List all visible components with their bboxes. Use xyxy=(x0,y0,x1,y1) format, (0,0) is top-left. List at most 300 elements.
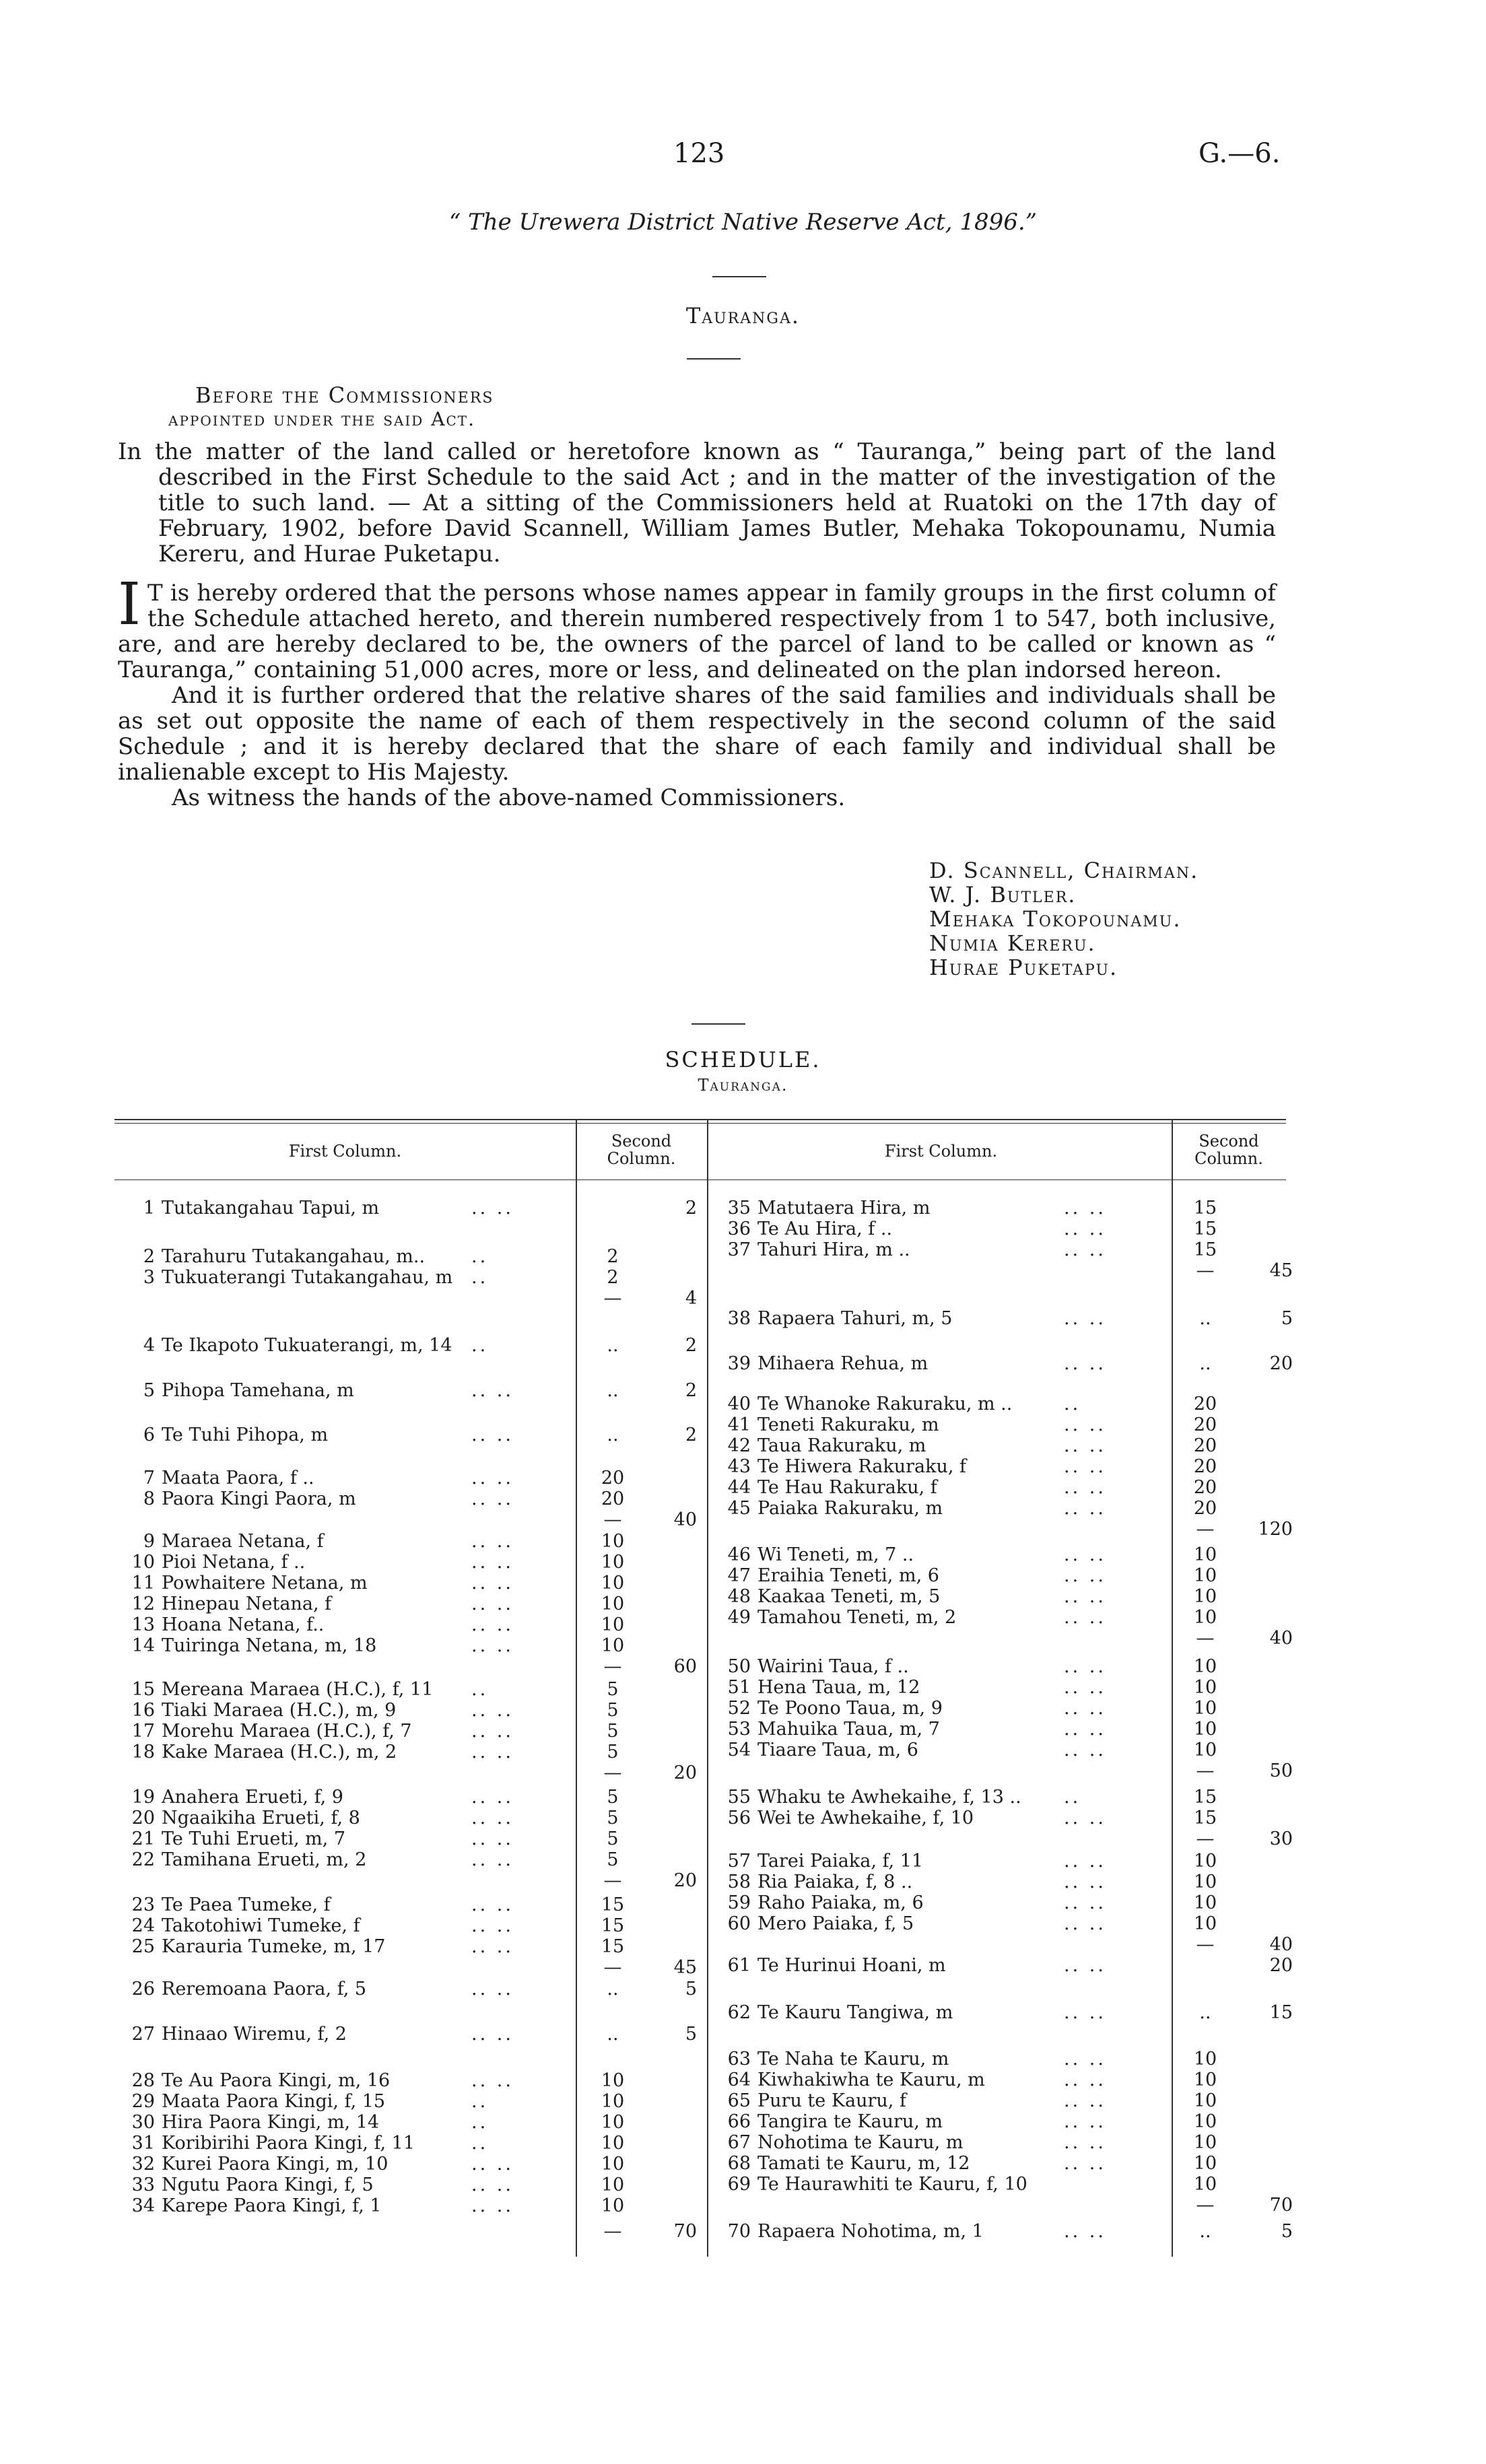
before-line-1: Before the Commissioners xyxy=(195,382,494,408)
header-second-column: Second Column. xyxy=(607,1132,676,1168)
share-value: 5 xyxy=(607,1808,619,1828)
share-value: 10 xyxy=(1193,1913,1217,1934)
family-total: 20 xyxy=(1269,1353,1293,1374)
share-value: — xyxy=(603,1656,622,1677)
subtotal-row xyxy=(0,1629,1486,1649)
leader-dots: .. .. xyxy=(471,1488,514,1509)
share-value: 10 xyxy=(1193,1892,1217,1913)
share-value: 20 xyxy=(1193,1498,1217,1519)
owner-name: Ngutu Paora Kingi, f, 5 xyxy=(162,2175,374,2195)
leader-dots: .. .. xyxy=(471,1979,514,1999)
share-value: 15 xyxy=(1193,1787,1217,1808)
table-row xyxy=(0,1893,1486,1913)
share-value: 10 xyxy=(1193,1872,1217,1892)
table-header-rule xyxy=(114,1179,1286,1180)
share-value: 10 xyxy=(601,2133,625,2154)
row-number: 8 xyxy=(143,1488,155,1509)
family-total: 5 xyxy=(685,1979,697,1999)
family-total: 45 xyxy=(673,1957,697,1978)
share-value: — xyxy=(1196,1628,1215,1649)
row-number: 58 xyxy=(727,1872,751,1892)
row-number: 50 xyxy=(727,1656,751,1677)
table-row xyxy=(0,1457,1486,1477)
row-number: 5 xyxy=(143,1380,155,1401)
row-number: 37 xyxy=(727,1239,751,1260)
signatory: W. J. Butler. xyxy=(929,882,1077,908)
leader-dots: .. xyxy=(471,2112,489,2133)
row-number: 14 xyxy=(131,1635,155,1656)
row-number: 67 xyxy=(727,2132,751,2153)
owner-name: Te Au Hira, f .. xyxy=(757,1219,893,1239)
leader-dots: .. .. xyxy=(471,1849,514,1870)
owner-name: Te Hurinui Hoani, m xyxy=(757,1955,946,1976)
row-number: 42 xyxy=(727,1435,751,1456)
share-value: .. xyxy=(607,1425,619,1445)
share-value: 15 xyxy=(1193,1239,1217,1260)
leader-dots: .. .. xyxy=(1064,1656,1106,1677)
owner-name: Hinepau Netana, f xyxy=(162,1594,332,1614)
share-value: 10 xyxy=(1193,1719,1217,1740)
table-row xyxy=(0,1787,1486,1808)
share-value: 10 xyxy=(1193,1677,1217,1698)
family-total: 30 xyxy=(1269,1828,1293,1849)
leader-dots: .. .. xyxy=(1064,1740,1106,1760)
owner-name: Pioi Netana, f .. xyxy=(162,1552,306,1573)
leader-dots: .. .. xyxy=(471,2070,514,2091)
share-value: 2 xyxy=(607,1267,619,1288)
row-number: 22 xyxy=(131,1849,155,1870)
leader-dots: .. xyxy=(1064,1787,1081,1808)
share-value: 5 xyxy=(607,1849,619,1870)
owner-name: Ngaaikiha Erueti, f, 8 xyxy=(162,1808,360,1828)
share-value: 10 xyxy=(601,1594,625,1614)
row-number: 40 xyxy=(727,1394,751,1414)
row-number: 15 xyxy=(131,1679,155,1700)
owner-name: Karepe Paora Kingi, f, 1 xyxy=(162,2195,382,2216)
leader-dots: .. .. xyxy=(1064,1414,1106,1435)
subtotal-row xyxy=(0,1829,1486,1849)
share-value: 10 xyxy=(601,2175,625,2195)
table-row xyxy=(0,1545,1486,1565)
share-value: 20 xyxy=(1193,1477,1217,1498)
share-value: 5 xyxy=(607,1742,619,1763)
leader-dots: .. xyxy=(471,1335,489,1356)
row-number: 53 xyxy=(727,1719,751,1740)
row-number: 56 xyxy=(727,1808,751,1828)
owner-name: Koribirihi Paora Kingi, f, 11 xyxy=(162,2133,415,2154)
share-value: 15 xyxy=(1193,1808,1217,1828)
schedule-title: SCHEDULE. xyxy=(665,1047,821,1072)
owner-name: Tarahuru Tutakangahau, m.. xyxy=(162,1246,426,1267)
owner-name: Te Poono Taua, m, 9 xyxy=(757,1698,943,1719)
row-number: 3 xyxy=(143,1267,155,1288)
row-number: 48 xyxy=(727,1586,751,1607)
leader-dots: .. .. xyxy=(1064,2049,1106,2069)
leader-dots: .. .. xyxy=(471,1828,514,1849)
owner-name: Tamati te Kauru, m, 12 xyxy=(757,2153,970,2174)
owner-name: Tiaki Maraea (H.C.), m, 9 xyxy=(162,1700,397,1721)
row-number: 47 xyxy=(727,1565,751,1586)
share-value: 10 xyxy=(1193,1656,1217,1677)
table-row xyxy=(0,2154,1486,2174)
document-reference: G.—6. xyxy=(1198,138,1281,169)
owner-name: Ria Paiaka, f, 8 .. xyxy=(757,1872,913,1892)
share-value: 10 xyxy=(1193,1851,1217,1872)
leader-dots: .. .. xyxy=(1064,1607,1106,1628)
leader-dots: .. .. xyxy=(1064,1477,1106,1498)
share-value: 20 xyxy=(601,1488,625,1509)
leader-dots: .. .. xyxy=(1064,2069,1106,2090)
owner-name: Te Au Paora Kingi, m, 16 xyxy=(162,2070,391,2091)
table-row xyxy=(0,2091,1486,2111)
owner-name: Takotohiwi Tumeke, f xyxy=(162,1915,360,1936)
row-number: 52 xyxy=(727,1698,751,1719)
share-value: 5 xyxy=(607,1700,619,1721)
owner-name: Kaakaa Teneti, m, 5 xyxy=(757,1586,941,1607)
leader-dots: .. xyxy=(471,2091,489,2112)
family-total: 2 xyxy=(685,1380,697,1401)
table-row xyxy=(0,1872,1486,1892)
leader-dots: .. .. xyxy=(1064,2111,1106,2132)
signatory: Hurae Puketapu. xyxy=(929,955,1118,980)
leader-dots: .. .. xyxy=(471,1531,514,1552)
row-number: 17 xyxy=(131,1721,155,1742)
table-row xyxy=(0,1808,1486,1828)
row-number: 34 xyxy=(131,2195,155,2216)
table-row xyxy=(0,1699,1486,1719)
family-total: 120 xyxy=(1258,1519,1293,1540)
owner-name: Hinaao Wiremu, f, 2 xyxy=(162,2024,347,2045)
share-value: 10 xyxy=(601,2195,625,2216)
row-number: 13 xyxy=(131,1614,155,1635)
owner-name: Tuiringa Netana, m, 18 xyxy=(162,1635,377,1656)
row-number: 43 xyxy=(727,1456,751,1477)
signatories xyxy=(929,858,1198,980)
owner-name: Wi Teneti, m, 7 .. xyxy=(757,1544,914,1565)
share-value: 15 xyxy=(601,1936,625,1957)
share-value: 10 xyxy=(601,2112,625,2133)
leader-dots: .. .. xyxy=(1064,1913,1106,1934)
owner-name: Matutaera Hira, m xyxy=(757,1198,931,1219)
share-value: 10 xyxy=(1193,1544,1217,1565)
owner-name: Te Tuhi Pihopa, m xyxy=(162,1425,329,1445)
drop-cap: I xyxy=(118,571,141,638)
owner-name: Pihopa Tamehana, m xyxy=(162,1380,354,1401)
row-number: 46 xyxy=(727,1544,751,1565)
header-second-column: Second Column. xyxy=(1194,1132,1263,1168)
owner-name: Te Whanoke Rakuraku, m .. xyxy=(757,1394,1013,1414)
row-number: 63 xyxy=(727,2049,751,2069)
row-number: 26 xyxy=(131,1979,155,1999)
matter-text: In the matter of the land called or heretofore known as “ Tauranga,” being part of the land described in the First Schedule to the said Act ; and in the matter of the investigation of the title to such land. — At a sitting of the Commissioners held at Ruatoki on the 17th day of February, 1902, before David Scannell, William James Butler, Mehaka Tokopounamu, Numia Kereru, and Hurae Puketapu. xyxy=(118,438,1276,568)
table-row xyxy=(0,2049,1486,2069)
row-number: 6 xyxy=(143,1425,155,1445)
table-row xyxy=(0,1436,1486,1456)
table-row xyxy=(0,1240,1486,1260)
family-total: 40 xyxy=(1269,1628,1293,1649)
leader-dots: .. .. xyxy=(1064,1677,1106,1698)
row-number: 41 xyxy=(727,1414,751,1435)
share-value: 10 xyxy=(601,1614,625,1635)
share-value: — xyxy=(1196,1760,1215,1781)
leader-dots: .. .. xyxy=(1064,1719,1106,1740)
leader-dots: .. xyxy=(471,1246,489,1267)
leader-dots: .. .. xyxy=(471,1721,514,1742)
leader-dots: .. .. xyxy=(1064,1955,1106,1976)
row-number: 59 xyxy=(727,1892,751,1913)
share-value: 10 xyxy=(601,1531,625,1552)
share-value: 20 xyxy=(1193,1456,1217,1477)
owner-name: Te Tuhi Erueti, m, 7 xyxy=(162,1828,346,1849)
row-number: 49 xyxy=(727,1607,751,1628)
owner-name: Kiwhakiwha te Kauru, m xyxy=(757,2069,985,2090)
table-row xyxy=(0,1587,1486,1607)
row-number: 51 xyxy=(727,1677,751,1698)
leader-dots: .. .. xyxy=(471,1380,514,1401)
table-row xyxy=(0,2175,1486,2195)
share-value: .. xyxy=(607,1979,619,1999)
owner-name: Mero Paiaka, f, 5 xyxy=(757,1913,914,1934)
share-value: 10 xyxy=(1193,2132,1217,2153)
share-value: 15 xyxy=(1193,1219,1217,1239)
share-value: — xyxy=(603,1957,622,1978)
leader-dots: .. .. xyxy=(1064,1219,1106,1239)
share-value: 10 xyxy=(1193,1586,1217,1607)
leader-dots: .. .. xyxy=(471,1700,514,1721)
owner-name: Te Kauru Tangiwa, m xyxy=(757,2002,953,2023)
subtotal-row xyxy=(0,2195,1486,2216)
row-number: 29 xyxy=(131,2091,155,2112)
table-row xyxy=(0,1657,1486,1677)
owner-name: Eraihia Teneti, m, 6 xyxy=(757,1565,939,1586)
share-value: 10 xyxy=(601,1635,625,1656)
owner-name: Tamahou Teneti, m, 2 xyxy=(757,1607,957,1628)
share-value: 10 xyxy=(601,1573,625,1594)
table-row xyxy=(0,1956,1486,1976)
table-row xyxy=(0,2133,1486,2153)
leader-dots: .. .. xyxy=(471,1742,514,1763)
share-value: 10 xyxy=(601,2091,625,2112)
share-value: — xyxy=(1196,2195,1215,2216)
before-line-2: appointed under the said Act. xyxy=(168,408,476,430)
share-value: 10 xyxy=(1193,1740,1217,1760)
row-number: 27 xyxy=(131,2024,155,2045)
share-value: .. xyxy=(607,1380,619,1401)
row-number: 54 xyxy=(727,1740,751,1760)
leader-dots: .. .. xyxy=(471,2175,514,2195)
owner-name: Te Naha te Kauru, m xyxy=(757,2049,949,2069)
leader-dots: .. xyxy=(471,1679,489,1700)
owner-name: Kurei Paora Kingi, m, 10 xyxy=(162,2154,389,2175)
share-value: — xyxy=(1196,1828,1215,1849)
row-number: 7 xyxy=(143,1468,155,1488)
leader-dots: .. .. xyxy=(1064,1239,1106,1260)
leader-dots: .. .. xyxy=(1064,2090,1106,2111)
table-row xyxy=(0,2112,1486,2132)
matter-paragraph xyxy=(118,439,1276,567)
leader-dots: .. .. xyxy=(1064,1808,1106,1828)
family-total: 20 xyxy=(673,1870,697,1891)
leader-dots: .. .. xyxy=(1064,2153,1106,2174)
table-row xyxy=(0,2222,1486,2242)
row-number: 44 xyxy=(727,1477,751,1498)
share-value: 10 xyxy=(1193,2090,1217,2111)
table-row xyxy=(0,1309,1486,1329)
family-total: 50 xyxy=(1269,1760,1293,1781)
leader-dots: .. xyxy=(1064,1394,1081,1414)
leader-dots: .. .. xyxy=(471,1635,514,1656)
owner-name: Tarei Paiaka, f, 11 xyxy=(757,1851,924,1872)
family-total: 45 xyxy=(1269,1260,1293,1281)
order-paragraph-3: As witness the hands of the above-named Commissioners. xyxy=(172,784,846,811)
signatory: Numia Kereru. xyxy=(929,930,1096,956)
row-number: 55 xyxy=(727,1787,751,1808)
share-value: 10 xyxy=(1193,2049,1217,2069)
share-value: .. xyxy=(607,2024,619,2045)
owner-name: Mereana Maraea (H.C.), f, 11 xyxy=(162,1679,434,1700)
leader-dots: .. .. xyxy=(1064,2132,1106,2153)
row-number: 18 xyxy=(131,1742,155,1763)
owner-name: Powhaitere Netana, m xyxy=(162,1573,368,1594)
family-total: 2 xyxy=(685,1198,697,1219)
leader-dots: .. .. xyxy=(471,1936,514,1957)
family-total: 15 xyxy=(1269,2002,1293,2023)
share-value: 10 xyxy=(601,2154,625,2175)
share-value: 20 xyxy=(601,1468,625,1488)
leader-dots: .. .. xyxy=(1064,1586,1106,1607)
family-total: 5 xyxy=(1281,2221,1293,2242)
divider xyxy=(687,358,741,360)
subtotal-row xyxy=(0,1935,1486,1955)
row-number: 24 xyxy=(131,1915,155,1936)
act-title: “ The Urewera District Native Reserve Act, 1896.” xyxy=(448,209,1038,236)
leader-dots: .. .. xyxy=(1064,1565,1106,1586)
share-value: 15 xyxy=(1193,1198,1217,1219)
owner-name: Paiaka Rakuraku, m xyxy=(757,1498,943,1519)
share-value: 10 xyxy=(1193,1607,1217,1628)
leader-dots: .. .. xyxy=(471,1915,514,1936)
leader-dots: .. .. xyxy=(471,1894,514,1915)
leader-dots: .. .. xyxy=(1064,1851,1106,1872)
table-row xyxy=(0,1394,1486,1414)
owner-name: Puru te Kauru, f xyxy=(757,2090,906,2111)
row-number: 10 xyxy=(131,1552,155,1573)
schedule-subtitle: Tauranga. xyxy=(698,1076,788,1095)
row-number: 31 xyxy=(131,2133,155,2154)
owner-name: Te Hau Rakuraku, f xyxy=(757,1477,937,1498)
row-number: 28 xyxy=(131,2070,155,2091)
share-value: 10 xyxy=(601,1552,625,1573)
share-value: 5 xyxy=(607,1787,619,1808)
table-row xyxy=(0,1219,1486,1239)
family-total: 40 xyxy=(673,1509,697,1530)
share-value: .. xyxy=(607,1335,619,1356)
leader-dots: .. .. xyxy=(1064,2221,1106,2242)
owner-name: Te Ikapoto Tukuaterangi, m, 14 xyxy=(162,1335,452,1356)
subtotal-row xyxy=(0,1261,1486,1281)
owner-name: Morehu Maraea (H.C.), f, 7 xyxy=(162,1721,412,1742)
share-value: .. xyxy=(1199,2221,1211,2242)
owner-name: Tutakangahau Tapui, m xyxy=(162,1198,380,1219)
signatory: D. Scannell, Chairman. xyxy=(929,858,1199,883)
share-value: — xyxy=(603,1870,622,1891)
row-number: 11 xyxy=(131,1573,155,1594)
subtotal-row xyxy=(0,1519,1486,1540)
row-number: 9 xyxy=(143,1531,155,1552)
leader-dots: .. .. xyxy=(471,2154,514,2175)
owner-name: Wei te Awhekaihe, f, 10 xyxy=(757,1808,974,1828)
leader-dots: .. .. xyxy=(471,1552,514,1573)
table-row xyxy=(0,1851,1486,1872)
leader-dots: .. .. xyxy=(1064,1498,1106,1519)
row-number: 61 xyxy=(727,1955,751,1976)
row-number: 35 xyxy=(727,1198,751,1219)
row-number: 25 xyxy=(131,1936,155,1957)
leader-dots: .. .. xyxy=(471,1573,514,1594)
owner-name: Tukuaterangi Tutakangahau, m xyxy=(162,1267,453,1288)
header-first-column: First Column. xyxy=(884,1142,998,1161)
leader-dots: .. .. xyxy=(1064,1456,1106,1477)
owner-name: Mahuika Taua, m, 7 xyxy=(757,1719,940,1740)
table-row xyxy=(0,2003,1486,2023)
leader-dots: .. .. xyxy=(1064,1353,1106,1374)
leader-dots: .. .. xyxy=(471,1594,514,1614)
share-value: .. xyxy=(1199,1353,1211,1374)
family-total: 60 xyxy=(673,1656,697,1677)
owner-name: Te Haurawhiti te Kauru, f, 10 xyxy=(757,2174,1027,2195)
share-value: — xyxy=(603,1763,622,1783)
row-number: 30 xyxy=(131,2112,155,2133)
subtotal-row xyxy=(0,1761,1486,1781)
row-number: 12 xyxy=(131,1594,155,1614)
family-total: 5 xyxy=(685,2024,697,2045)
order-paragraph-1: T is hereby ordered that the persons whose names appear in family groups in the first column of the Schedule attached hereto, and therein numbered respectively from 1 to 547, both inclusive, are, and are hereby declared to be, the owners of the parcel of land to be called or known as “ Tauranga,” containing 51,000 acres, more or less, and delineated on the plan indorsed hereon. xyxy=(118,580,1276,683)
owner-name: Maata Paora, f .. xyxy=(162,1468,314,1488)
owner-name: Taua Rakuraku, m xyxy=(757,1435,926,1456)
share-value: — xyxy=(1196,1260,1215,1281)
share-value: 10 xyxy=(1193,1698,1217,1719)
table-row xyxy=(0,1719,1486,1740)
family-total: 2 xyxy=(685,1335,697,1356)
row-number: 45 xyxy=(727,1498,751,1519)
share-value: 5 xyxy=(607,1721,619,1742)
page-number: 123 xyxy=(673,138,725,169)
table-top-rule-thin xyxy=(114,1123,1286,1124)
leader-dots: .. .. xyxy=(1064,1198,1106,1219)
leader-dots: .. .. xyxy=(1064,1308,1106,1329)
owner-name: Rapaera Tahuri, m, 5 xyxy=(757,1308,953,1329)
row-number: 60 xyxy=(727,1913,751,1934)
owner-name: Whaku te Awhekaihe, f, 13 .. xyxy=(757,1787,1021,1808)
share-value: — xyxy=(1196,1934,1215,1955)
leader-dots: .. .. xyxy=(471,2024,514,2045)
family-total: 5 xyxy=(1281,1308,1293,1329)
owner-name: Raho Paiaka, m, 6 xyxy=(757,1892,924,1913)
share-value: — xyxy=(1196,1519,1215,1540)
owner-name: Paora Kingi Paora, m xyxy=(162,1488,356,1509)
row-number: 32 xyxy=(131,2154,155,2175)
table-row xyxy=(0,1415,1486,1435)
owner-name: Kake Maraea (H.C.), m, 2 xyxy=(162,1742,397,1763)
place-heading: Tauranga. xyxy=(685,303,801,329)
row-number: 69 xyxy=(727,2174,751,2195)
owner-name: Teneti Rakuraku, m xyxy=(757,1414,939,1435)
row-number: 39 xyxy=(727,1353,751,1374)
share-value: 20 xyxy=(1193,1435,1217,1456)
owner-name: Wairini Taua, f .. xyxy=(757,1656,909,1677)
row-number: 21 xyxy=(131,1828,155,1849)
owner-name: Maata Paora Kingi, f, 15 xyxy=(162,2091,386,2112)
